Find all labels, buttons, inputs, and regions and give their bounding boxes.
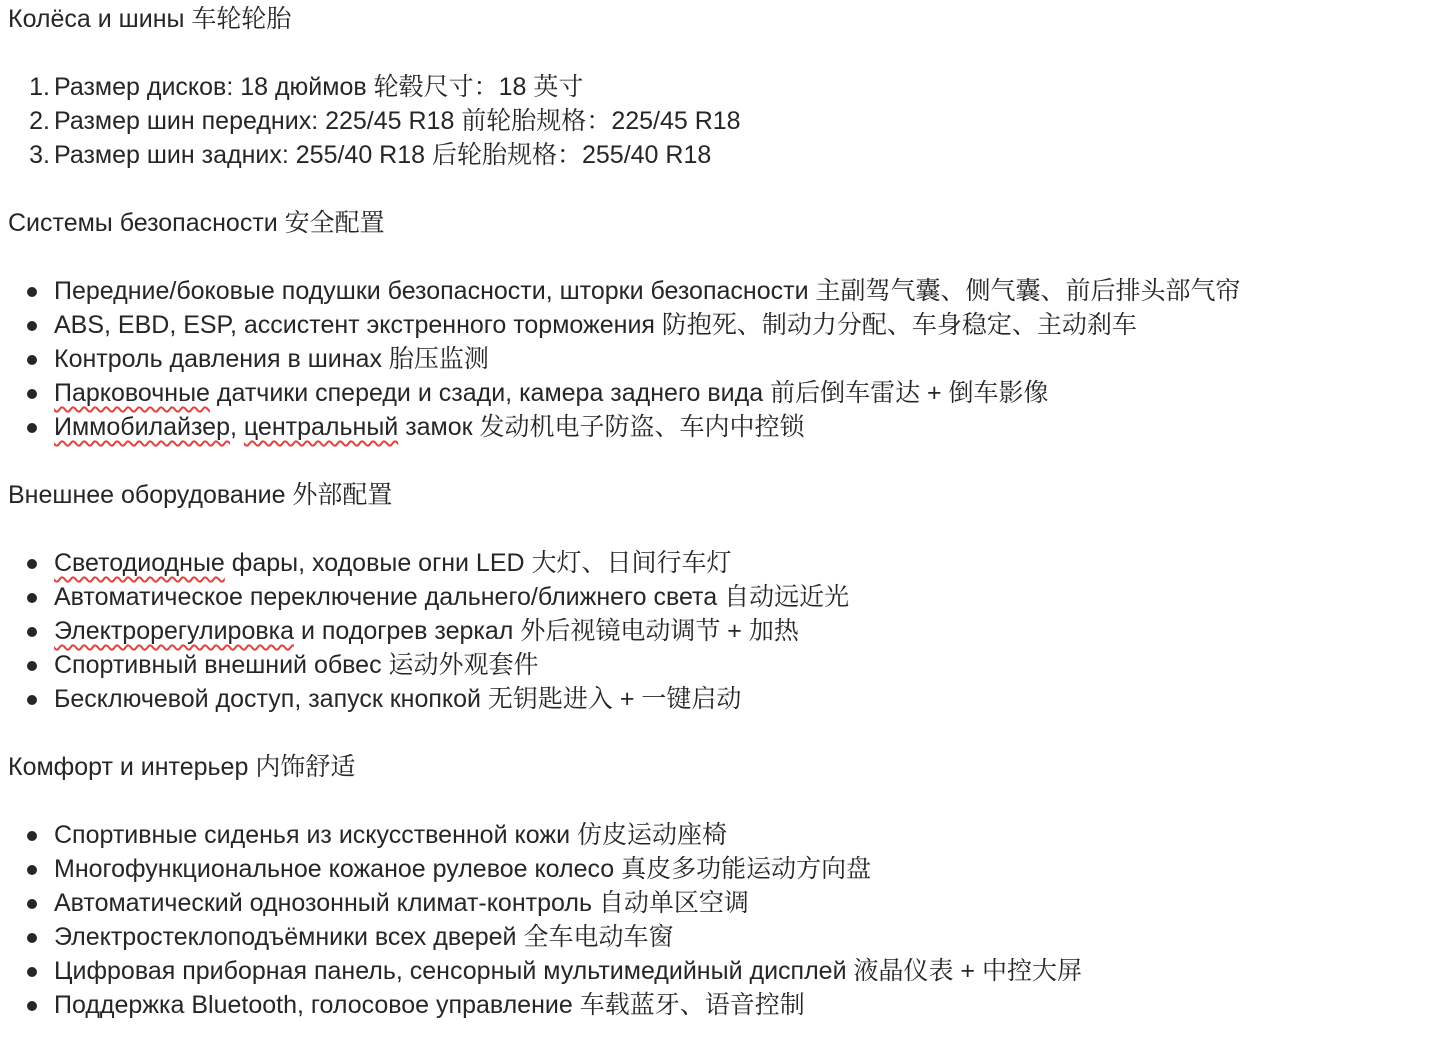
bullet-icon bbox=[27, 423, 37, 433]
item-number: 2. bbox=[29, 107, 50, 135]
bullet-item bbox=[8, 410, 1408, 444]
item-text: Размер шин передних: 225/45 R18 前轮胎规格：225/45 R18 bbox=[54, 107, 741, 135]
bullet-icon bbox=[27, 661, 37, 671]
item-text-rest: и подогрев зеркал 外后视镜电动调节 + 加热 bbox=[294, 617, 799, 645]
bullet-item bbox=[8, 308, 1408, 342]
bullet-icon bbox=[27, 899, 37, 909]
item-text: Многофункциональное кожаное рулевое колесо 真皮多功能运动方向盘 bbox=[54, 855, 872, 883]
item-text: Автоматическое переключение дальнего/ближнего света 自动远近光 bbox=[54, 583, 850, 611]
bullet-icon bbox=[27, 321, 37, 331]
item-text: Спортивный внешний обвес 运动外观套件 bbox=[54, 651, 539, 679]
bullet-item bbox=[8, 614, 1408, 648]
item-text-rest: датчики спереди и сзади, камера заднего вида 前后倒车雷达 + 倒车影像 bbox=[209, 379, 1049, 407]
item-text bbox=[54, 614, 799, 648]
spellcheck-word[interactable]: Светодиодные bbox=[54, 549, 225, 577]
spellcheck-word[interactable]: Парковочные bbox=[54, 379, 210, 407]
bullet-item bbox=[8, 682, 1408, 716]
bullet-icon bbox=[27, 933, 37, 943]
numbered-item bbox=[8, 70, 1408, 104]
item-text: Контроль давления в шинах 胎压监测 bbox=[54, 345, 489, 373]
bullet-icon bbox=[27, 593, 37, 603]
item-text bbox=[54, 410, 805, 444]
bullet-icon bbox=[27, 287, 37, 297]
bullet-icon bbox=[27, 559, 37, 569]
bullet-item bbox=[8, 988, 1408, 1022]
bullet-icon bbox=[27, 627, 37, 637]
bullet-item bbox=[8, 342, 1408, 376]
bullet-item bbox=[8, 954, 1408, 988]
bullet-item bbox=[8, 818, 1408, 852]
item-text: Спортивные сиденья из искусственной кожи 仿皮运动座椅 bbox=[54, 821, 727, 849]
bullet-item bbox=[8, 580, 1408, 614]
bullet-item bbox=[8, 648, 1408, 682]
bullet-icon bbox=[27, 355, 37, 365]
item-text: Цифровая приборная панель, сенсорный мультимедийный дисплей 液晶仪表 + 中控大屏 bbox=[54, 957, 1082, 985]
bullet-item bbox=[8, 274, 1408, 308]
bullet-icon bbox=[27, 695, 37, 705]
section-heading-exterior: Внешнее оборудование 外部配置 bbox=[8, 481, 393, 509]
item-text: Размер шин задних: 255/40 R18 后轮胎规格：255/40 R18 bbox=[54, 141, 712, 169]
section-heading-comfort: Комфорт и интерьер 内饰舒适 bbox=[8, 753, 356, 781]
numbered-item bbox=[8, 138, 1408, 172]
item-text bbox=[54, 376, 1049, 410]
bullet-icon bbox=[27, 967, 37, 977]
item-text: ABS, EBD, ESP, ассистент экстренного торможения 防抱死、制动力分配、车身稳定、主动刹车 bbox=[54, 311, 1137, 339]
item-text: Электростеклоподъёмники всех дверей 全车电动车窗 bbox=[54, 923, 674, 951]
item-number: 3. bbox=[29, 141, 50, 169]
bullet-item bbox=[8, 546, 1408, 580]
item-text-rest: замок 发动机电子防盗、车内中控锁 bbox=[398, 413, 805, 441]
item-number: 1. bbox=[29, 73, 50, 101]
item-text: Передние/боковые подушки безопасности, шторки безопасности 主副驾气囊、侧气囊、前后排头部气帘 bbox=[54, 277, 1241, 305]
bullet-icon bbox=[27, 1001, 37, 1011]
bullet-icon bbox=[27, 831, 37, 841]
bullet-item bbox=[8, 852, 1408, 886]
item-text: Бесключевой доступ, запуск кнопкой 无钥匙进入 + 一键启动 bbox=[54, 685, 742, 713]
spellcheck-word[interactable]: центральный bbox=[243, 413, 399, 441]
bullet-icon bbox=[27, 389, 37, 399]
item-text: Размер дисков: 18 дюймов 轮毂尺寸：18 英寸 bbox=[54, 73, 584, 101]
bullet-item bbox=[8, 920, 1408, 954]
section-heading-wheels: Колёса и шины 车轮轮胎 bbox=[8, 5, 292, 33]
item-text-rest: фары, ходовые огни LED 大灯、日间行车灯 bbox=[224, 549, 732, 577]
item-text-separator: , bbox=[229, 413, 244, 441]
item-text: Поддержка Bluetooth, голосовое управление 车载蓝牙、语音控制 bbox=[54, 991, 805, 1019]
numbered-item bbox=[8, 104, 1408, 138]
section-heading-safety: Системы безопасности 安全配置 bbox=[8, 209, 385, 237]
item-text bbox=[54, 546, 732, 580]
item-text: Автоматический однозонный климат-контроль 自动单区空调 bbox=[54, 889, 749, 917]
spellcheck-word[interactable]: Иммобилайзер bbox=[54, 413, 230, 441]
bullet-icon bbox=[27, 865, 37, 875]
spellcheck-word[interactable]: Электрорегулировка bbox=[54, 617, 295, 645]
bullet-item bbox=[8, 886, 1408, 920]
bullet-item bbox=[8, 376, 1408, 410]
